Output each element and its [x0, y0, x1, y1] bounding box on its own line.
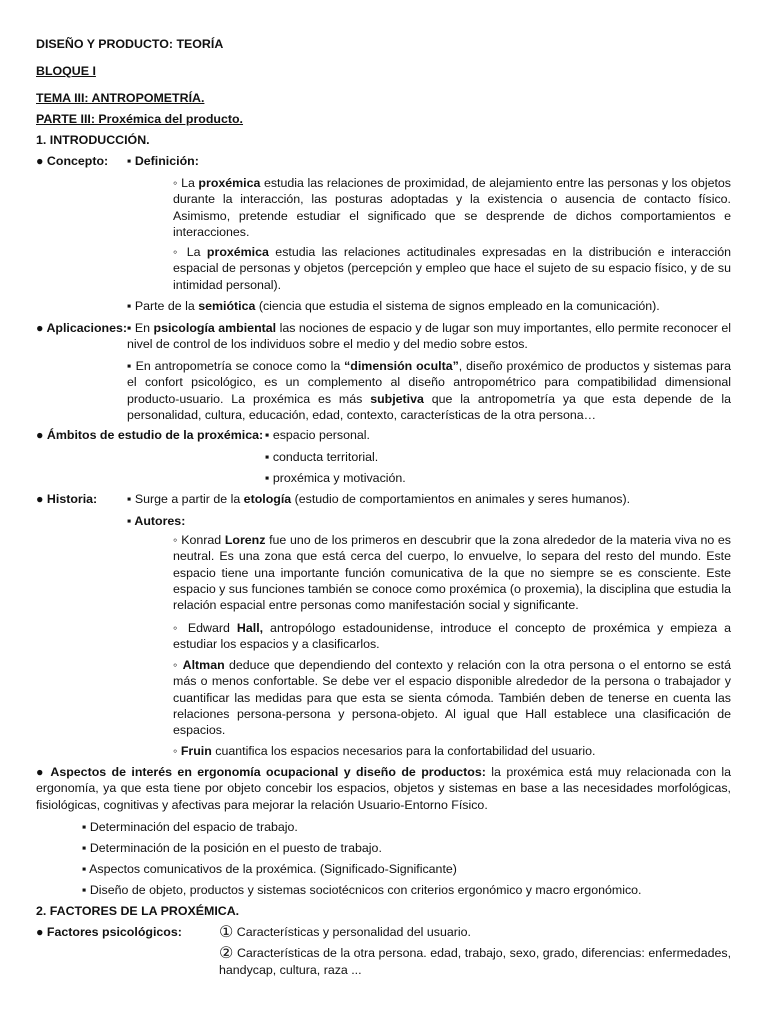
aplicaciones-item-1: ▪ En psicología ambiental las nociones de espacio y de lugar son muy importantes, ello permite reconocer el nivel de control de los individuos sobre el medio y del medio sobre estos. [127, 321, 732, 352]
section-1-heading: 1. INTRODUCCIÓN. [36, 133, 150, 147]
parte-heading: PARTE III: Proxémica del producto. [36, 112, 244, 126]
section-2-heading: 2. FACTORES DE LA PROXÉMICA. [36, 904, 240, 918]
ambitos-item: ▪ espacio personal. [265, 428, 370, 442]
aspectos-paragraph: ● Aspectos de interés en ergonomía ocupacional y diseño de productos: la proxémica está muy relacionada con la ergonomía, ya que esta tiene por objeto concebir los espacios, objetos y sistemas en base a las necesidades morfológicas, fisiológicas, cognitivas y afectivas para mejorar la relación Usuario-Entorno Físico. [36, 765, 732, 812]
aspectos-item: ▪ Diseño de objeto, productos y sistemas sociotécnicos con criterios ergonómico y macro ergonómico. [82, 883, 642, 897]
semiotica-item: ▪ Parte de la semiótica (ciencia que estudia el sistema de signos empleado en la comunicación). [127, 299, 660, 313]
ambitos-item: ▪ proxémica y motivación. [265, 471, 406, 485]
author-hall: ◦ Edward Hall, antropólogo estadounidense, introduce el concepto de proxémica y empieza a estudiar los espacios y a clasificarlos. [173, 621, 732, 652]
ambitos-item: ▪ conducta territorial. [265, 450, 379, 464]
factor-item-1: ① Características y personalidad del usuario. [219, 924, 471, 941]
autores-label: ▪ Autores: [127, 514, 186, 528]
factor-item-2: ② Características de la otra persona. edad, trabajo, sexo, grado, diferencias: enfermedades, handycap, cultura, raza ... [219, 945, 732, 977]
concepto-label: ● Concepto: [36, 154, 109, 168]
author-altman: ◦ Altman deduce que dependiendo del contexto y relación con la otra persona o el entorno se está más o menos confortable. Se debe ver el espacio disponible alrededor de la persona o trabajador y cuantificar las medidas para que esta se sienta cómoda. También deben de tenerse en cuenta las relaciones persona-persona y persona-objeto. Al igual que Hall establece una clasificación de espacios. [173, 658, 731, 738]
historia-surge: ▪ Surge a partir de la etología (estudio de comportamientos en animales y seres humanos). [127, 492, 631, 506]
aspectos-item: ▪ Determinación del espacio de trabajo. [82, 820, 298, 834]
document-title: DISEÑO Y PRODUCTO: TEORÍA [36, 37, 224, 51]
author-fruin: ◦ Fruin cuantifica los espacios necesarios para la confortabilidad del usuario. [173, 744, 596, 758]
aplicaciones-item-2: ▪ En antropometría se conoce como la “dimensión oculta”, diseño proxémico de productos y sistemas para el confort psicológico, es un complemento al diseño antropométrico para compatibilidad dimensional producto-usuario. La proxémica es más subjetiva que la antropometría ya que esta depende de la personalidad, cultura, educación, edad, contexto, características de la otra persona… [127, 359, 731, 422]
aplicaciones-label: ● Aplicaciones: [36, 321, 128, 335]
factores-label: ● Factores psicológicos: [36, 925, 182, 939]
definition-1: ◦ La proxémica estudia las relaciones de proximidad, de alejamiento entre las personas y los objetos durante la interacción, las posturas adoptadas y la existencia o ausencia de contacto físico. Asimismo, pretende estudiar el significado que se desprende de dichos comportamientos e interacciones. [173, 176, 731, 239]
definicion-label: ▪ Definición: [127, 154, 199, 168]
bloque-heading: BLOQUE I [36, 64, 96, 78]
historia-label: ● Historia: [36, 492, 98, 506]
author-lorenz: ◦ Konrad Lorenz fue uno de los primeros en descubrir que la zona alrededor de la materia viva no es neutral. Es una zona que está cerca del cuerpo, lo envuelve, lo separa del resto del mundo. Este espacio tiene una importante función comunicativa de la que no siempre se es consciente. Este espacio y sus funciones también se conoce como proxémica (o proxemia), la disciplina que estudia la relación espacial entre personas como manifestación social y significante. [173, 533, 731, 613]
definition-2: ◦ La proxémica estudia las relaciones actitudinales expresadas en la distribución e interacción espacial de personas y objetos (percepción y empleo que hace el sujeto de su espacio físico, y de su intimidad personal). [173, 245, 731, 292]
tema-heading: TEMA III: ANTROPOMETRÍA. [36, 91, 205, 105]
aspectos-item: ▪ Determinación de la posición en el puesto de trabajo. [82, 841, 382, 855]
aspectos-item: ▪ Aspectos comunicativos de la proxémica. (Significado-Significante) [82, 862, 457, 876]
ambitos-label: ● Ámbitos de estudio de la proxémica: [36, 428, 264, 442]
